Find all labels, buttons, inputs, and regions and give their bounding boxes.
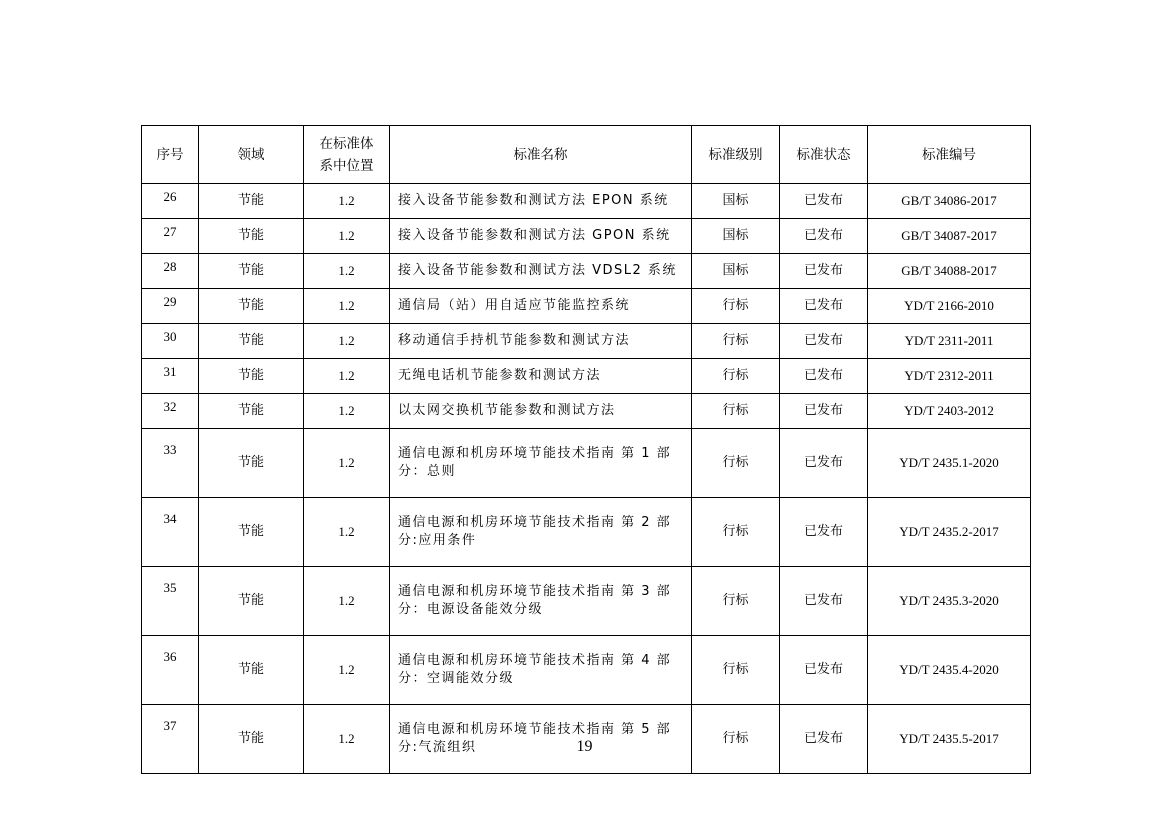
cell-position: 1.2 [304,324,390,359]
cell-status: 已发布 [780,567,868,636]
cell-code: YD/T 2311-2011 [868,324,1031,359]
cell-level: 行标 [692,429,780,498]
cell-status: 已发布 [780,636,868,705]
cell-code: YD/T 2435.3-2020 [868,567,1031,636]
header-level: 标准级别 [692,126,780,184]
cell-level: 行标 [692,394,780,429]
cell-position: 1.2 [304,289,390,324]
table-row [142,289,1031,324]
table-row [142,498,1031,567]
cell-seq: 32 [142,394,199,429]
cell-name: 以太网交换机节能参数和测试方法 [390,394,692,429]
cell-domain: 节能 [199,254,304,289]
table-header-row [142,126,1031,184]
header-name: 标准名称 [390,126,692,184]
cell-status: 已发布 [780,184,868,219]
cell-seq: 31 [142,359,199,394]
header-position-line2: 系中位置 [319,157,374,174]
cell-level: 行标 [692,498,780,567]
cell-code: YD/T 2435.2-2017 [868,498,1031,567]
cell-status: 已发布 [780,324,868,359]
cell-name: 通信电源和机房环境节能技术指南 第 2 部分:应用条件 [390,498,692,567]
cell-position: 1.2 [304,636,390,705]
table-row [142,567,1031,636]
cell-name: 接入设备节能参数和测试方法 EPON 系统 [390,184,692,219]
cell-position: 1.2 [304,567,390,636]
cell-code: YD/T 2435.1-2020 [868,429,1031,498]
cell-name: 无绳电话机节能参数和测试方法 [390,359,692,394]
header-position-line1: 在标准体 [319,135,374,152]
cell-domain: 节能 [199,498,304,567]
cell-name: 通信电源和机房环境节能技术指南 第 3 部分：电源设备能效分级 [390,567,692,636]
cell-seq: 28 [142,254,199,289]
cell-position: 1.2 [304,219,390,254]
cell-name: 通信电源和机房环境节能技术指南 第 5 部分:气流组织 [390,705,692,774]
cell-name: 通信电源和机房环境节能技术指南 第 1 部分：总则 [390,429,692,498]
cell-position: 1.2 [304,394,390,429]
table-row [142,359,1031,394]
cell-seq: 35 [142,567,199,636]
cell-code: GB/T 34087-2017 [868,219,1031,254]
cell-status: 已发布 [780,705,868,774]
cell-level: 国标 [692,184,780,219]
cell-seq: 34 [142,498,199,567]
cell-level: 行标 [692,359,780,394]
cell-status: 已发布 [780,219,868,254]
header-code: 标准编号 [868,126,1031,184]
cell-position: 1.2 [304,254,390,289]
header-domain: 领域 [199,126,304,184]
cell-name: 通信电源和机房环境节能技术指南 第 4 部分：空调能效分级 [390,636,692,705]
cell-code: YD/T 2312-2011 [868,359,1031,394]
cell-position: 1.2 [304,498,390,567]
table-row [142,429,1031,498]
cell-level: 行标 [692,636,780,705]
cell-name: 移动通信手持机节能参数和测试方法 [390,324,692,359]
table-row [142,324,1031,359]
cell-code: YD/T 2166-2010 [868,289,1031,324]
table-row [142,254,1031,289]
cell-level: 行标 [692,567,780,636]
cell-status: 已发布 [780,429,868,498]
cell-position: 1.2 [304,705,390,774]
cell-level: 国标 [692,254,780,289]
header-status: 标准状态 [780,126,868,184]
cell-domain: 节能 [199,705,304,774]
cell-status: 已发布 [780,394,868,429]
cell-code: YD/T 2403-2012 [868,394,1031,429]
header-position [304,126,390,184]
cell-seq: 30 [142,324,199,359]
cell-status: 已发布 [780,289,868,324]
cell-code: YD/T 2435.4-2020 [868,636,1031,705]
cell-name: 通信局（站）用自适应节能监控系统 [390,289,692,324]
cell-seq: 26 [142,184,199,219]
cell-level: 行标 [692,705,780,774]
cell-position: 1.2 [304,359,390,394]
cell-seq: 33 [142,429,199,498]
cell-domain: 节能 [199,636,304,705]
header-seq: 序号 [142,126,199,184]
cell-status: 已发布 [780,359,868,394]
cell-code: GB/T 34086-2017 [868,184,1031,219]
page-number: 19 [576,738,593,755]
cell-domain: 节能 [199,289,304,324]
cell-status: 已发布 [780,498,868,567]
table-row [142,184,1031,219]
cell-position: 1.2 [304,429,390,498]
table-row [142,219,1031,254]
cell-seq: 36 [142,636,199,705]
cell-level: 国标 [692,219,780,254]
cell-domain: 节能 [199,359,304,394]
cell-seq: 37 [142,705,199,774]
cell-code: GB/T 34088-2017 [868,254,1031,289]
cell-domain: 节能 [199,324,304,359]
cell-seq: 27 [142,219,199,254]
table-row [142,636,1031,705]
cell-seq: 29 [142,289,199,324]
cell-position: 1.2 [304,184,390,219]
cell-domain: 节能 [199,394,304,429]
cell-domain: 节能 [199,567,304,636]
cell-domain: 节能 [199,429,304,498]
cell-domain: 节能 [199,219,304,254]
cell-name: 接入设备节能参数和测试方法 VDSL2 系统 [390,254,692,289]
standards-table [141,125,1031,774]
table-row [142,394,1031,429]
cell-code: YD/T 2435.5-2017 [868,705,1031,774]
cell-status: 已发布 [780,254,868,289]
cell-level: 行标 [692,324,780,359]
cell-level: 行标 [692,289,780,324]
cell-domain: 节能 [199,184,304,219]
cell-name: 接入设备节能参数和测试方法 GPON 系统 [390,219,692,254]
